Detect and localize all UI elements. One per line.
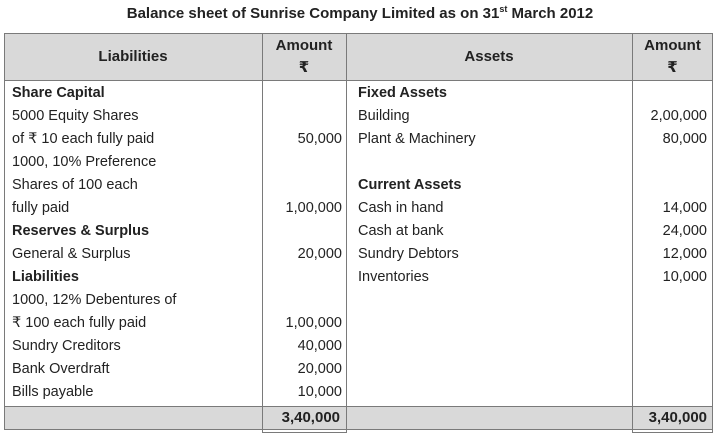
liability-amount: 50,000 [297, 131, 342, 147]
asset-amount: 80,000 [662, 131, 707, 147]
liability-amount: 20,000 [297, 361, 342, 377]
liability-label: of ₹ 10 each fully paid [12, 131, 155, 147]
liability-amount: 40,000 [297, 338, 342, 354]
col-divider-1 [262, 33, 263, 433]
asset-label: Current Assets [358, 177, 462, 193]
header-assets: Assets [346, 33, 632, 80]
asset-amount: 14,000 [662, 200, 707, 216]
asset-amount: 24,000 [662, 223, 707, 239]
liability-label: Sundry Creditors [12, 338, 121, 354]
header-liabilities: Liabilities [4, 33, 262, 80]
asset-amount: 2,00,000 [650, 108, 707, 124]
liability-amount: 1,00,000 [285, 315, 342, 331]
asset-label: Fixed Assets [358, 85, 447, 101]
total-liabilities: 3,40,000 [262, 406, 346, 429]
col-divider-3 [632, 33, 633, 433]
asset-amount: 12,000 [662, 246, 707, 262]
border-top [4, 33, 713, 34]
col-divider-2 [346, 33, 347, 433]
liability-amount: 10,000 [297, 384, 342, 400]
asset-label: Cash at bank [358, 223, 444, 239]
sheet-title: Balance sheet of Sunrise Company Limited as on 31st March 2012 [126, 4, 594, 22]
border-left [4, 33, 5, 430]
asset-label: Sundry Debtors [358, 246, 459, 262]
liability-label: 1000, 12% Debentures of [12, 292, 177, 308]
total-assets: 3,40,000 [632, 406, 713, 429]
border-right [712, 33, 713, 433]
total-underline-right [632, 432, 713, 433]
header-amount-right: Amount ₹ [632, 33, 713, 80]
asset-label: Cash in hand [358, 200, 444, 216]
liability-label: Bank Overdraft [12, 361, 110, 377]
liability-amount: 1,00,000 [285, 200, 342, 216]
liability-label: fully paid [12, 200, 70, 216]
liability-label: Liabilities [12, 269, 79, 285]
liability-label: Reserves & Surplus [12, 223, 150, 239]
footer-divider [4, 406, 713, 407]
total-underline-left [262, 432, 346, 433]
liability-amount: 20,000 [297, 246, 342, 262]
asset-label: Plant & Machinery [358, 131, 476, 147]
liability-label: General & Surplus [12, 246, 131, 262]
balance-sheet-table [4, 33, 713, 433]
asset-label: Inventories [358, 269, 429, 285]
asset-amount: 10,000 [662, 269, 707, 285]
liability-label: Share Capital [12, 85, 105, 101]
footer-assets-blank [346, 406, 632, 429]
header-amount-left: Amount ₹ [262, 33, 346, 80]
asset-label: Building [358, 108, 410, 124]
liability-label: 1000, 10% Preference [12, 154, 157, 170]
border-bottom [4, 429, 713, 430]
footer-liabilities-blank [4, 406, 262, 429]
liability-label: Bills payable [12, 384, 94, 400]
header-divider [4, 80, 713, 81]
liability-label: 5000 Equity Shares [12, 108, 139, 124]
liability-label: ₹ 100 each fully paid [12, 315, 147, 331]
liability-label: Shares of 100 each [12, 177, 138, 193]
